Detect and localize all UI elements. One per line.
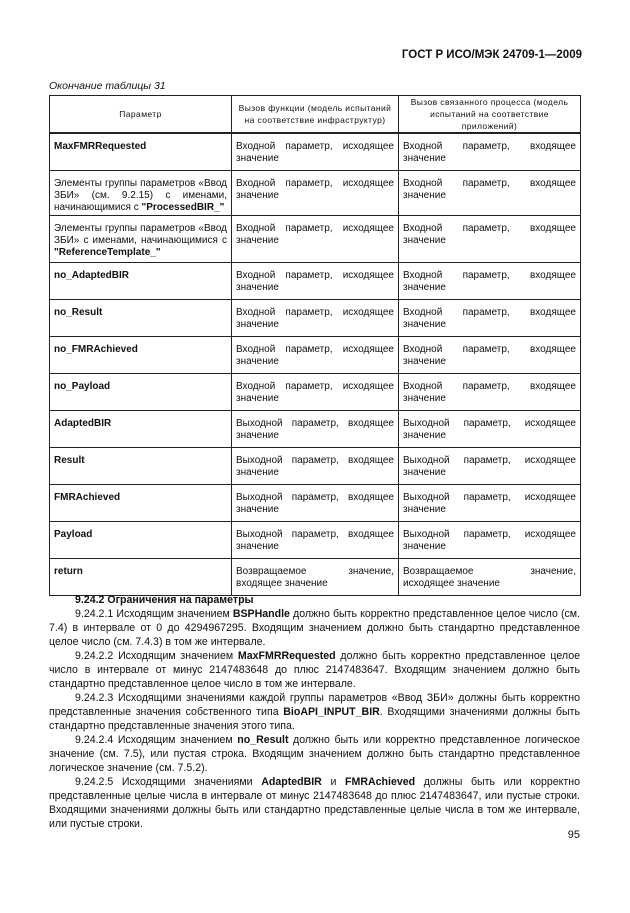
table-header-row (50, 96, 581, 134)
function-call-cell: Входной параметр, исходящее значение (232, 215, 399, 262)
table-row (50, 484, 581, 521)
function-call-cell: Входной параметр, исходящее значение (232, 170, 399, 215)
callback-cell: Входной параметр, входящее значение (399, 299, 581, 336)
header-callback: Вызов связанного процесса (модель испытаний на соответствие приложений) (399, 96, 581, 134)
table-row (50, 262, 581, 299)
parameter-name: AdaptedBIR (54, 417, 112, 429)
table-row (50, 299, 581, 336)
parameter-cell (50, 484, 232, 521)
callback-cell: Входной параметр, входящее значение (399, 215, 581, 262)
parameter-name: MaxFMRRequested (54, 141, 147, 152)
table-row (50, 373, 581, 410)
section-heading: 9.24.2 Ограничения на параметры (75, 594, 254, 606)
parameter-name: Result (54, 454, 85, 466)
callback-cell: Выходной параметр, исходящее значение (399, 410, 581, 447)
parameter-cell (50, 410, 232, 447)
function-call-cell: Входной параметр, исходящее значение (232, 133, 399, 170)
section-9-24-2 (49, 593, 580, 831)
callback-cell: Выходной параметр, исходящее значение (399, 447, 581, 484)
table-row (50, 521, 581, 558)
callback-cell: Входной параметр, входящее значение (399, 373, 581, 410)
table-caption: Окончание таблицы 31 (49, 80, 166, 92)
parameter-name: "ReferenceTemplate_" (54, 246, 161, 258)
parameter-name: no_Payload (54, 380, 111, 392)
callback-cell: Входной параметр, входящее значение (399, 336, 581, 373)
callback-cell: Возвращаемое значение, исходящее значение (399, 558, 581, 595)
callback-cell: Выходной параметр, исходящее значение (399, 521, 581, 558)
function-call-cell: Входной параметр, исходящее значение (232, 336, 399, 373)
function-call-cell: Возвращаемое значение, входящее значение (232, 558, 399, 595)
callback-cell: Входной параметр, входящее значение (399, 170, 581, 215)
parameter-cell (50, 558, 232, 595)
function-call-cell: Входной параметр, исходящее значение (232, 373, 399, 410)
function-call-cell: Входной параметр, исходящее значение (232, 262, 399, 299)
parameter-cell: Элементы группы параметров «Ввод ЗБИ» с именами, начинающимися с "ReferenceTemplate_" (50, 215, 232, 262)
header-function-call: Вызов функции (модель испытаний на соответствие инфраструктур) (232, 96, 399, 134)
table-row (50, 336, 581, 373)
table-row (50, 558, 581, 595)
paragraph-9-24-2-3: 9.24.2.3 Исходящими значениями каждой группы параметров «Ввод ЗБИ» должны быть корректно представленные значения собственного типа BioAPI_INPUT_BIR. Входящими значениями должны быть стандартно представленные значения этого типа. (49, 692, 580, 732)
table-row (50, 215, 581, 262)
function-call-cell: Выходной параметр, входящее значение (232, 447, 399, 484)
table-row (50, 447, 581, 484)
parameter-cell: Элементы группы параметров «Ввод ЗБИ» (см. 9.2.15) с именами, начинающимися с "ProcessedBIR_" (50, 170, 232, 215)
callback-cell: Входной параметр, входящее значение (399, 262, 581, 299)
function-call-cell: Выходной параметр, входящее значение (232, 410, 399, 447)
parameter-name: "ProcessedBIR_" (141, 201, 225, 213)
function-call-cell: Выходной параметр, входящее значение (232, 521, 399, 558)
callback-cell: Входной параметр, входящее значение (399, 133, 581, 170)
parameter-name: return (54, 565, 83, 577)
callback-cell: Выходной параметр, исходящее значение (399, 484, 581, 521)
parameter-name: FMRAchieved (54, 491, 121, 503)
parameter-name: no_FMRAchieved (54, 343, 138, 355)
page-number: 95 (567, 829, 580, 841)
parameter-cell (50, 299, 232, 336)
paragraph-9-24-2-4: 9.24.2.4 Исходящим значением no_Result должно быть или корректно представленное логическое значение (см. 7.5), или пустая строка. Входящим значением должно быть стандартно представленное логическое значение (см. 7.5.2). (49, 734, 580, 774)
table-row (50, 133, 581, 170)
parameter-cell (50, 521, 232, 558)
paragraph-9-24-2-2: 9.24.2.2 Исходящим значением MaxFMRRequested должно быть корректно представленное целое число в интервале от минус 2147483648 до плюс 2147483647. Входящим значением должно быть стандартно представленное целое число в том же интервале. (49, 650, 580, 690)
parameter-cell (50, 336, 232, 373)
parameter-name: Payload (54, 528, 93, 540)
document-header: ГОСТ Р ИСО/МЭК 24709-1—2009 (401, 49, 582, 61)
parameter-name: no_Result (54, 306, 103, 318)
table-row (50, 410, 581, 447)
header-parameter: Параметр (50, 96, 232, 134)
paragraph-9-24-2-5: 9.24.2.5 Исходящими значениями AdaptedBIR и FMRAchieved должны быть или корректно представленные целые числа в интервале от минус 2147483648 до плюс 2147483647, или пустые строки. Входящими значениями должны быть или стандартно представленные целые числа в том же интервале, или пустые строки. (49, 776, 580, 830)
parameter-cell (50, 447, 232, 484)
function-call-cell: Входной параметр, исходящее значение (232, 299, 399, 336)
parameter-cell (50, 133, 232, 170)
parameter-name: no_AdaptedBIR (54, 269, 129, 281)
function-call-cell: Выходной параметр, входящее значение (232, 484, 399, 521)
parameter-cell (50, 373, 232, 410)
paragraph-9-24-2-1: 9.24.2.1 Исходящим значением BSPHandle должно быть корректно представленное целое число (см. 7.4) в интервале от 0 до 4294967295. Входящим значением должно быть стандартно представленное целое число (см. 7.4.3) в том же интервале. (49, 608, 580, 648)
table-row (50, 170, 581, 215)
parameter-cell (50, 262, 232, 299)
table-31 (49, 95, 581, 596)
